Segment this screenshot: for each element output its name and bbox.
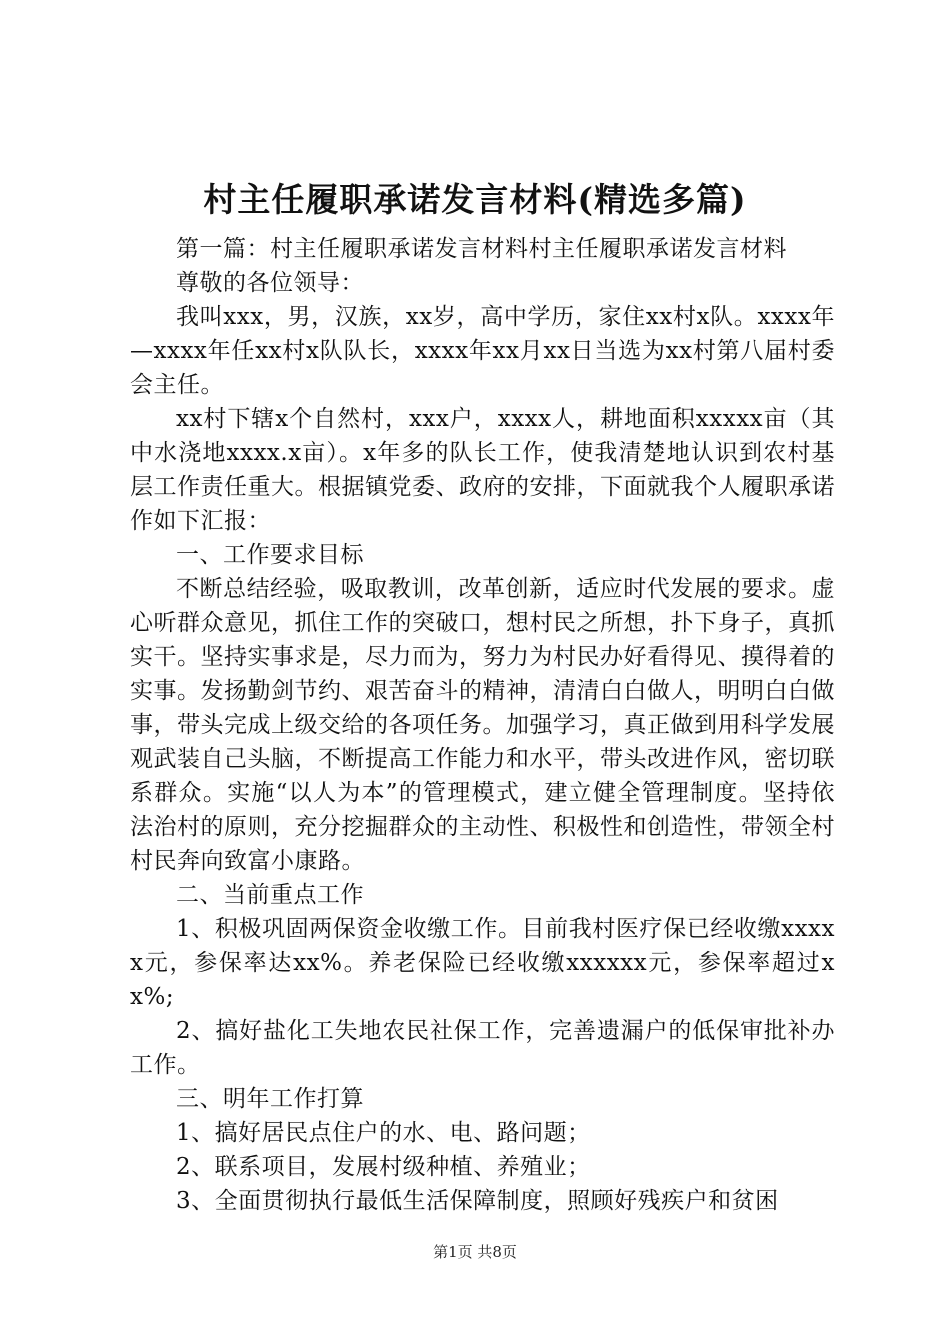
page-number-footer: 第1页 共8页 (433, 1243, 517, 1261)
paragraph-salutation: 尊敬的各位领导： (176, 270, 364, 296)
paragraph-section-heading: 第一篇：村主任履职承诺发言材料村主任履职承诺发言材料 (176, 236, 787, 262)
paragraph-item-2: 2、搞好盐化工失地农民社保工作，完善遗漏户的低保审批补办工作。 (130, 1018, 835, 1078)
paragraph-plan-1: 1、搞好居民点住户的水、电、路问题； (176, 1120, 591, 1146)
paragraph-heading-goals: 一、工作要求目标 (176, 542, 364, 568)
document-body (130, 232, 835, 1218)
document-title: 村主任履职承诺发言材料(精选多篇) (203, 180, 747, 219)
paragraph-goals: 不断总结经验，吸取教训，改革创新，适应时代发展的要求。虚心听群众意见，抓住工作的突破口，想村民之所想，扑下身子，真抓实干。坚持实事求是，尽力而为，努力为村民办好看得见、摸得着的实事。发扬勤剑节约、艰苦奋斗的精神，清清白白做人，明明白白做事，带头完成上级交给的各项任务。加强学习，真正做到用科学发展观武装自己头脑，不断提高工作能力和水平，带头改进作风，密切联系群众。实施“以人为本”的管理模式，建立健全管理制度。坚持依法治村的原则，充分挖掘群众的主动性、积极性和创造性，带领全村村民奔向致富小康路。 (130, 576, 835, 874)
paragraph-village-overview: xx村下辖x个自然村，xxx户，xxxx人，耕地面积xxxxx亩（其中水浇地xxxx.x亩）。x年多的队长工作，使我清楚地认识到农村基层工作责任重大。根据镇党委、政府的安排，下面就我个人履职承诺作如下汇报： (130, 406, 835, 534)
paragraph-heading-current-work: 二、当前重点工作 (176, 882, 364, 908)
paragraph-plan-2: 2、联系项目，发展村级种植、养殖业； (176, 1154, 591, 1180)
paragraph-plan-3: 3、全面贯彻执行最低生活保障制度，照顾好残疾户和贫困 (176, 1188, 779, 1214)
paragraph-heading-next-year: 三、明年工作打算 (176, 1086, 364, 1112)
paragraph-introduction: 我叫xxx，男，汉族，xx岁，高中学历，家住xx村x队。xxxx年—xxxx年任xx村x队队长，xxxx年xx月xx日当选为xx村第八届村委会主任。 (130, 304, 835, 398)
paragraph-item-1: 1、积极巩固两保资金收缴工作。目前我村医疗保已经收缴xxxxx元，参保率达xx%。养老保险已经收缴xxxxxx元，参保率超过xx%; (130, 916, 835, 1010)
